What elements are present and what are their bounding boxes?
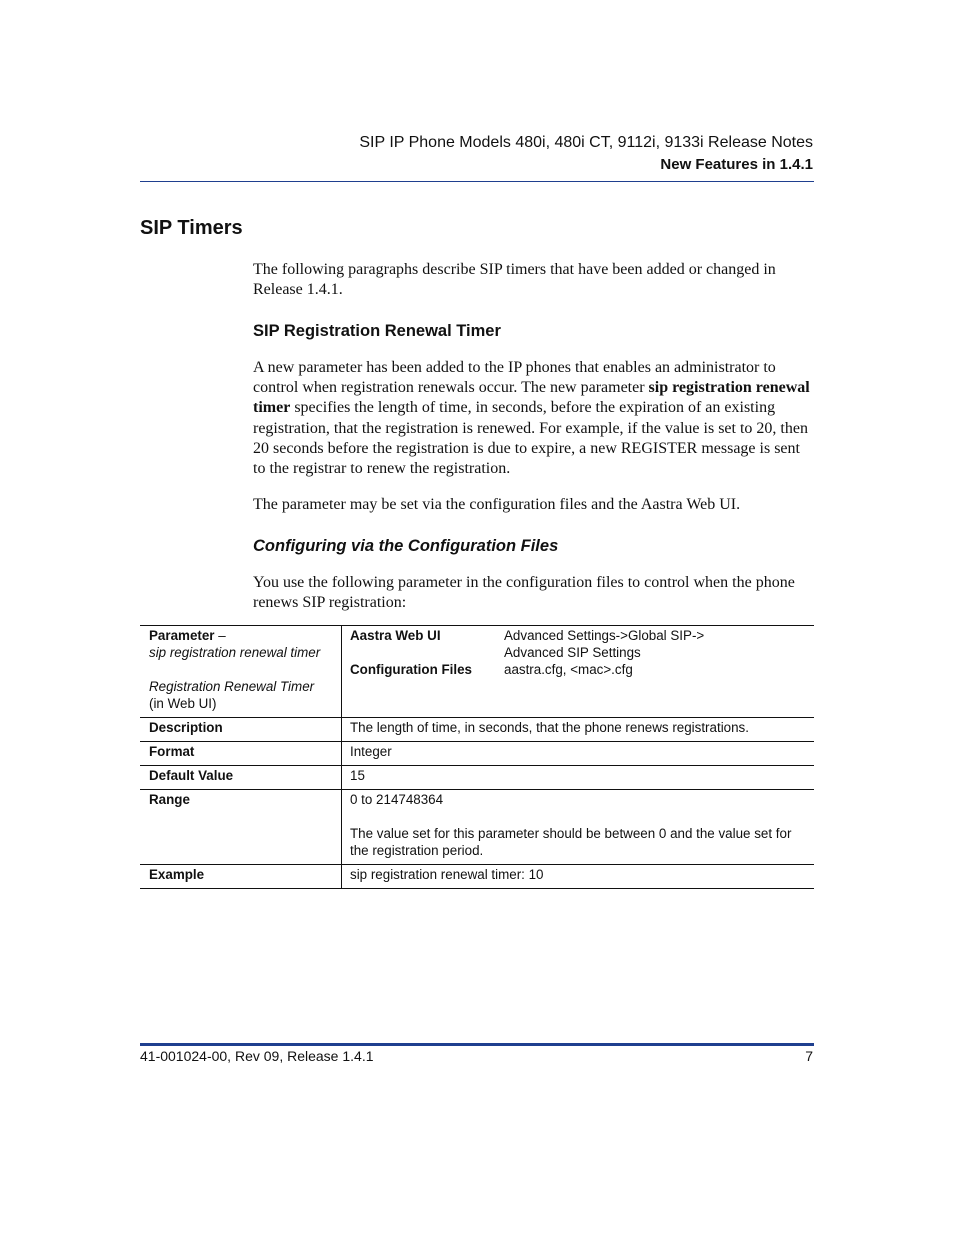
parameter-label-text: Parameter	[149, 628, 215, 643]
range-cell	[342, 790, 815, 865]
row-label: Description	[140, 718, 342, 742]
aastra-web-ui-path-1: Advanced Settings->Global SIP->	[504, 628, 705, 643]
row-value: 15	[342, 766, 815, 790]
row-label: Range	[140, 790, 342, 865]
parameter-webui-suffix: (in Web UI)	[149, 696, 217, 711]
spacer	[350, 808, 806, 825]
aastra-web-ui-label: Aastra Web UI	[350, 628, 441, 643]
running-header-title: SIP IP Phone Models 480i, 480i CT, 9112i, 9133i Release Notes	[359, 134, 813, 151]
renewal-description-paragraph	[253, 358, 815, 479]
row-label: Format	[140, 742, 342, 766]
paragraph-text: A new parameter has been added to the IP phones that enables an administrator to control when registration renewals occur. The new parameter	[253, 359, 776, 397]
config-files-value: aastra.cfg, <mac>.cfg	[504, 662, 633, 677]
parameter-cell	[140, 626, 342, 718]
config-method-paragraph: The parameter may be set via the configuration files and the Aastra Web UI.	[253, 496, 741, 513]
header-rule	[140, 181, 814, 182]
row-value: Integer	[342, 742, 815, 766]
range-note: The value set for this parameter should be between 0 and the value set for the registration period.	[350, 826, 792, 858]
table-row	[140, 790, 814, 865]
paragraph-text: specifies the length of time, in seconds, before the expiration of an existing registration, that the registration is renewed. For example, if the value is set to 20, then 20 seconds before the registration is due to expire, a new REGISTER message is sent to the registrar to renew the registration.	[253, 399, 808, 478]
parameter-label	[149, 627, 333, 644]
parameter-name-bold: sip registration renewal timer	[253, 379, 810, 417]
subsubsection-heading: Configuring via the Configuration Files	[253, 537, 559, 555]
parameter-config-name: sip registration renewal timer	[149, 645, 321, 660]
aastra-web-ui-value	[504, 627, 806, 661]
table-row	[140, 766, 814, 790]
location-cell	[342, 626, 815, 718]
running-header-section: New Features in 1.4.1	[660, 156, 813, 173]
usage-paragraph: You use the following parameter in the configuration files to control when the phone renews SIP registration:	[253, 574, 795, 612]
aastra-web-ui-path-2: Advanced SIP Settings	[504, 645, 641, 660]
table-row	[140, 742, 814, 766]
table-row	[140, 865, 814, 889]
row-value: The length of time, in seconds, that the phone renews registrations.	[342, 718, 815, 742]
config-files-label: Configuration Files	[350, 662, 472, 677]
subsection-heading: SIP Registration Renewal Timer	[253, 322, 501, 340]
footer-rule	[140, 1043, 814, 1046]
parameter-webui-name: Registration Renewal Timer	[149, 679, 315, 694]
row-label: Default Value	[140, 766, 342, 790]
footer-page-number: 7	[805, 1048, 813, 1064]
section-heading: SIP Timers	[140, 217, 243, 239]
spacer	[149, 661, 333, 678]
table-row	[140, 626, 814, 718]
table-row	[140, 718, 814, 742]
row-value: sip registration renewal timer: 10	[342, 865, 815, 889]
parameter-dash: –	[214, 628, 226, 643]
location-grid	[350, 627, 806, 678]
row-label: Example	[140, 865, 342, 889]
footer-doc-id: 41-001024-00, Rev 09, Release 1.4.1	[140, 1048, 374, 1064]
row-value: 0 to 214748364	[350, 792, 444, 807]
parameter-table	[140, 625, 814, 889]
intro-paragraph: The following paragraphs describe SIP timers that have been added or changed in Release 1.4.1.	[253, 261, 776, 299]
